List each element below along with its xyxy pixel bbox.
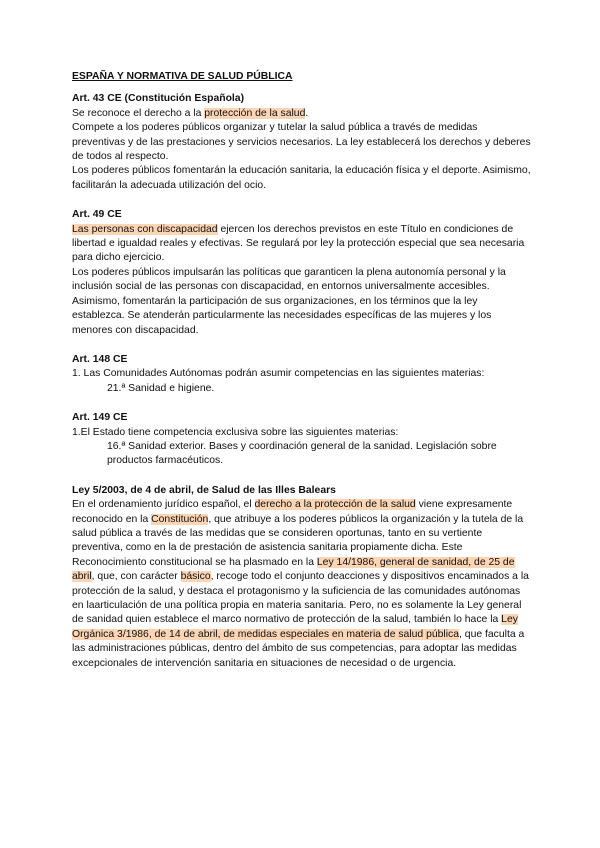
indented-item: 21.ª Sanidad e higiene.	[107, 382, 215, 394]
highlight: Las personas con discapacidad	[72, 223, 218, 235]
document-title: ESPAÑA Y NORMATIVA DE SALUD PÚBLICA	[72, 71, 293, 82]
text-run: En el ordenamiento jurídico español, el	[72, 499, 255, 511]
section-heading: Art. 43 CE (Constitución Española)	[72, 93, 245, 105]
paragraph: Los poderes públicos impulsarán las políticas que garanticen la plena autonomía personal y la inclusión social de las personas con discapacidad, en entornos universalmente accesibles. Asimismo, fomentarán la participación de sus organizaciones, en los términos que la ley establezca. Se atenderán particularmente las necesidades específicas de las mujeres y los menores con discapacidad.	[72, 266, 506, 336]
text-run: , recoge todo el conjunto deacciones y dispositivos encaminados a la protección de la salud, y destaca el protagonismo y la suficiencia de las comunidades autónomas en laarticulación de una política propia en materia sanitaria. Pero, no es solamente la Ley general de sanidad quien establece el marco normativo de protección de la salud, también lo hace la	[72, 571, 529, 626]
paragraph	[72, 498, 532, 671]
text-run: ejercen los derechos previstos en este Título en condiciones de libertad e igualdad reales y efectivas. Se regulará por ley la protección especial que sea necesaria para dicho ejercicio.	[72, 223, 525, 264]
section-art-148	[72, 353, 532, 396]
section-heading: Art. 148 CE	[72, 353, 128, 365]
text-run: , que atribuye a los poderes públicos la organización y la tutela de la salud pública a través de las medidas que se consideren oportunas, tanto en su vertiente preventiva, como en la de prestación de asistencia sanitaria propiamente dicha. Este Reconocimiento constitucional se ha plasmado en la	[72, 513, 524, 568]
section-heading: Art. 149 CE	[72, 412, 128, 424]
section-art-43	[72, 92, 532, 193]
text-run: , que faculta a las administraciones públicas, dentro del ámbito de sus competencias, para adoptar las medidas excepcionales de intervención sanitaria en situaciones de necesidad o de urgencia.	[72, 628, 525, 669]
paragraph	[72, 223, 532, 266]
text-run: Se reconoce el derecho a la	[72, 107, 205, 119]
text-run: .	[305, 107, 309, 119]
section-heading: Art. 49 CE	[72, 209, 122, 221]
highlight: Ley 14/1986, general de sanidad, de 25 de abril	[72, 556, 515, 583]
paragraph: 1.El Estado tiene competencia exclusiva sobre las siguientes materias:	[72, 426, 399, 438]
highlight: Constitución	[151, 513, 209, 525]
highlight: básico	[180, 571, 211, 583]
highlight: Ley Orgánica 3/1986, de 14 de abril, de medidas especiales en materia de salud pública	[72, 614, 518, 640]
section-ley-5-2003	[72, 484, 532, 671]
document-page	[72, 70, 532, 686]
paragraph: Los poderes públicos fomentarán la educación sanitaria, la educación física y el deporte. Asimismo, facilitarán la adecuada utilización del ocio.	[72, 165, 531, 191]
section-art-49	[72, 208, 532, 338]
text-run: viene expresamente reconocido en la	[72, 499, 513, 525]
highlight: derecho a la protección de la salud	[254, 499, 416, 511]
indented-item: 16.ª Sanidad exterior. Bases y coordinación general de la sanidad. Legislación sobre productos farmacéuticos.	[107, 440, 497, 467]
paragraph: Compete a los poderes públicos organizar y tutelar la salud pública a través de medidas preventivas y de las prestaciones y servicios necesarios. La ley establecerá los derechos y deberes de todos al respecto.	[72, 122, 531, 163]
highlight: protección de la salud	[204, 107, 306, 119]
text-run: , que, con carácter	[91, 571, 181, 583]
section-heading: Ley 5/2003, de 4 de abril, de Salud de las Illes Balears	[72, 484, 336, 496]
paragraph	[72, 107, 532, 121]
section-art-149	[72, 411, 532, 469]
paragraph: 1. Las Comunidades Autónomas podrán asumir competencias en las siguientes materias:	[72, 368, 485, 380]
